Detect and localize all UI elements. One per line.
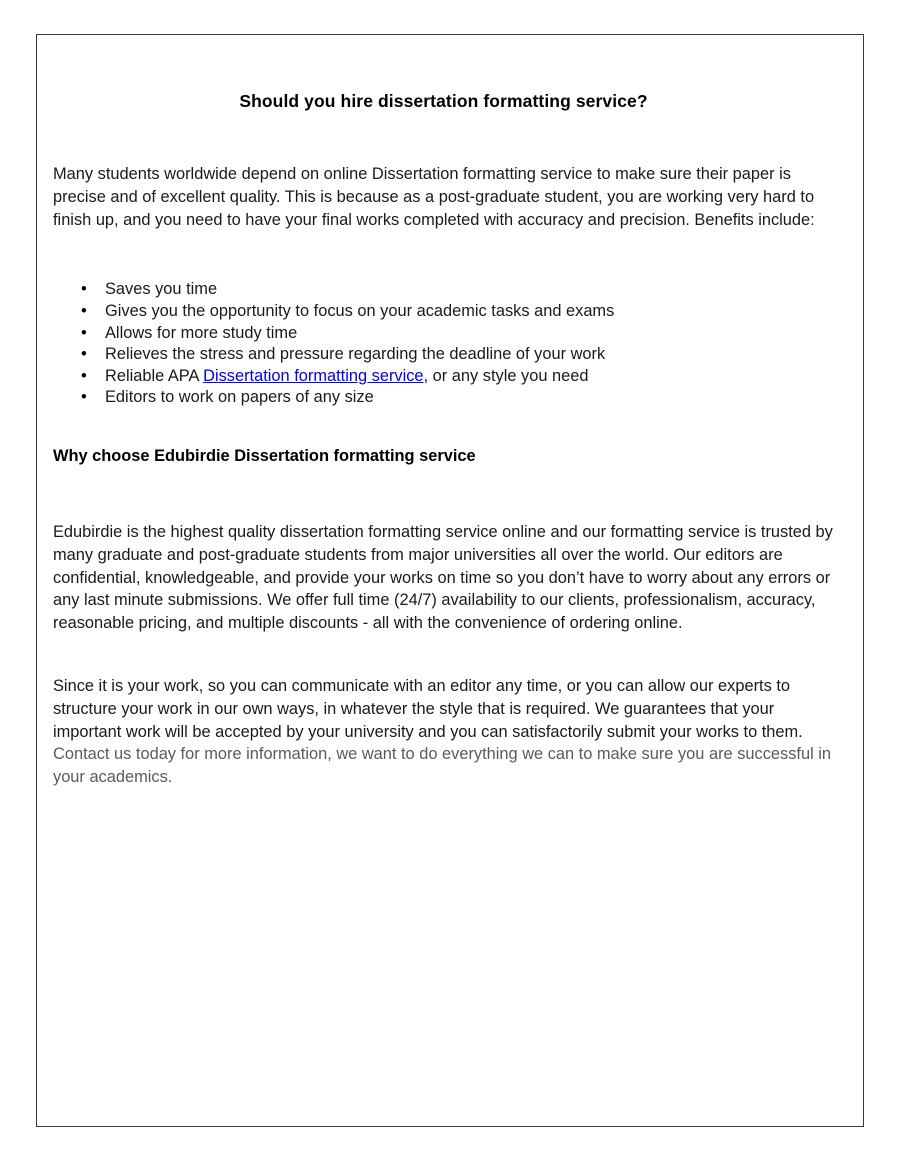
closing-paragraph-dark: Since it is your work, so you can communicate with an editor any time, or you can allow our experts to structure your work in our own ways, in whatever the style that is required. We guarantees that your important work will be accepted by your university and you can satisfactorily submit your works to them. <box>53 676 803 741</box>
document-content <box>37 35 864 789</box>
list-item <box>53 323 834 345</box>
dissertation-formatting-service-link[interactable]: Dissertation formatting service <box>203 366 424 385</box>
list-item-text-before: Reliable APA <box>105 366 204 385</box>
list-item-with-link <box>53 366 834 388</box>
bullet-icon: • <box>81 301 87 320</box>
benefits-list <box>53 231 834 409</box>
list-item <box>53 279 834 301</box>
intro-paragraph: Many students worldwide depend on online Dissertation formatting service to make sure their paper is precise and of excellent quality. This is because as a post-graduate student, you are working very hard to finish up, and you need to have your final works completed with accuracy and precision. Benefits include: <box>53 165 815 229</box>
page-title: Should you hire dissertation formatting service? <box>239 91 648 111</box>
bullet-icon: • <box>81 323 87 342</box>
list-item-text-after: , or any style you need <box>423 366 589 385</box>
document-page <box>36 34 864 1127</box>
list-item <box>53 344 834 366</box>
list-item-label: Allows for more study time <box>105 323 298 342</box>
closing-paragraph <box>53 635 834 789</box>
bullet-icon: • <box>81 388 87 407</box>
list-item <box>53 387 834 409</box>
why-choose-paragraph: Edubirdie is the highest quality dissertation formatting service online and our formatting service is trusted by many graduate and post-graduate students from major universities all over the world. Our editors are confidential, knowledgeable, and provide your works on time so you don’t have to worry about any errors or any last minute submissions. We offer full time (24/7) availability to our clients, professionalism, accuracy, reasonable pricing, and multiple discounts - all with the convenience of ordering online. <box>53 522 833 633</box>
bullet-icon: • <box>81 345 87 364</box>
list-item-label: Relieves the stress and pressure regarding the deadline of your work <box>105 345 606 364</box>
bullet-icon: • <box>81 366 87 385</box>
list-item-label: Gives you the opportunity to focus on your academic tasks and exams <box>105 301 615 320</box>
section-subheading: Why choose Edubirdie Dissertation formatting service <box>53 446 476 465</box>
bullet-icon: • <box>81 280 87 299</box>
closing-paragraph-muted: Contact us today for more information, we want to do everything we can to make sure you are successful in your academics. <box>53 745 832 787</box>
list-item-label: Editors to work on papers of any size <box>105 388 374 407</box>
list-item-label: Saves you time <box>105 280 218 299</box>
list-item <box>53 301 834 323</box>
